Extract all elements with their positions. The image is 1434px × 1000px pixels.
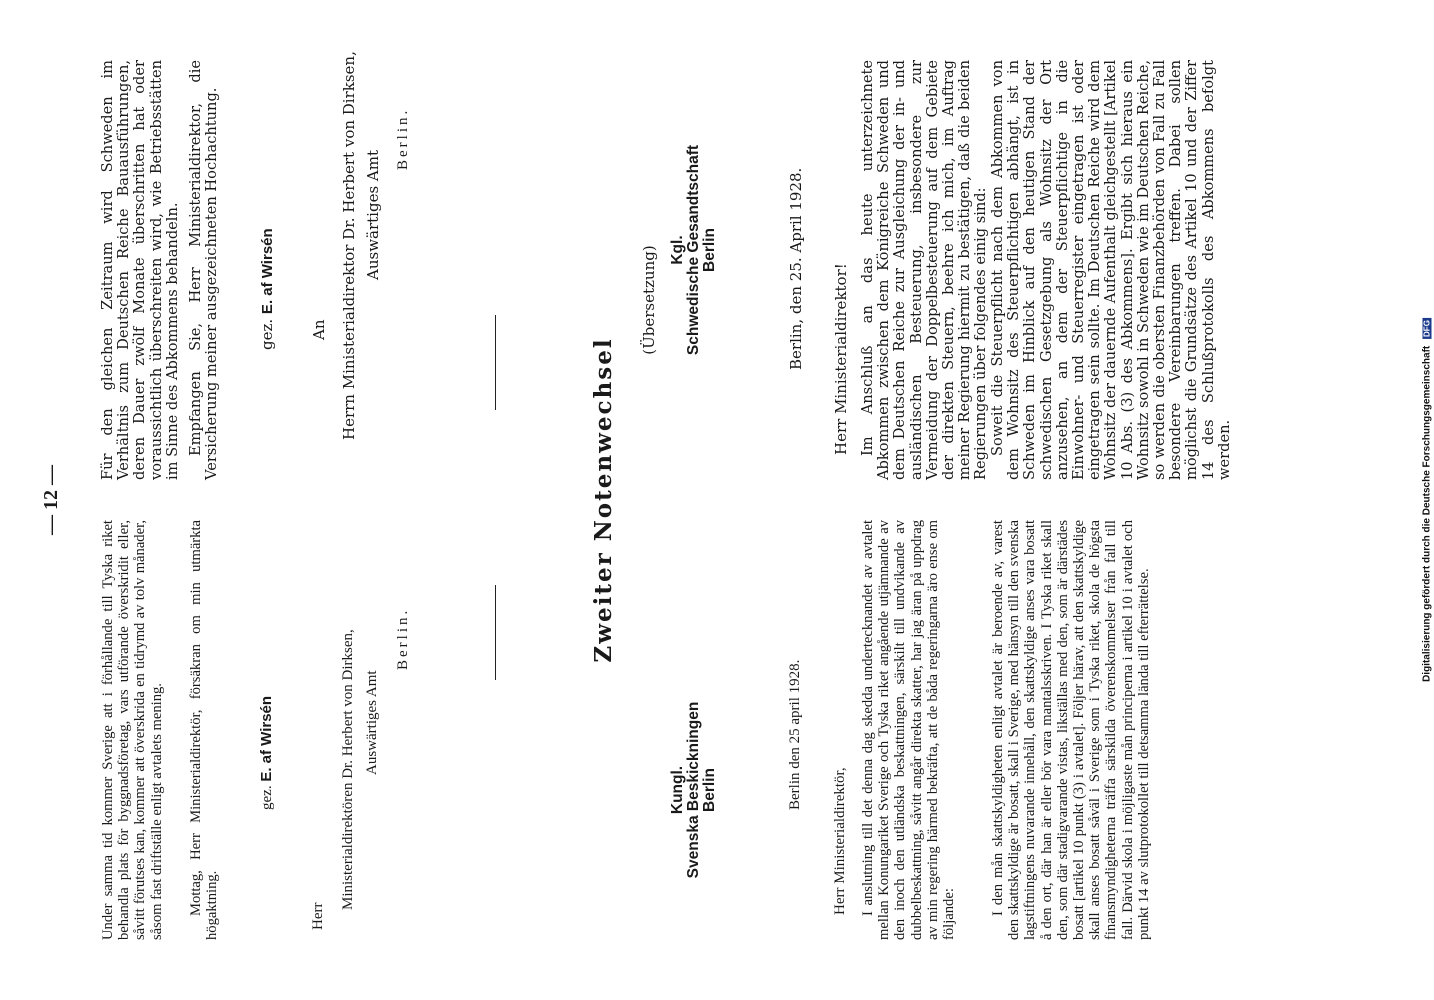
right-letter-paragraph-2: Soweit die Steuerpflicht nach dem Abkommen von dem Wohnsitz des Steuerpflichtigen abhängt, ist in Schweden im Hinblick auf den heutigen Stand der schwedischen Gesetzgebung als Wohnsitz der Ort anzusehen, an dem der Steuerpflichtige in die Einwohner- und Steuerregister eingetragen ist oder eingetragen sein sollte. Im Deutschen Reiche wird dem Wohnsitz der dauernde Aufenthalt gleichgestellt [Artikel 10 Abs. (3) des Abkommens]. Ergibt sich hieraus ein Wohnsitz sowohl in Schweden wie im Deutschen Reiche, so werden die obersten Finanzbehörden von Fall zu Fall besondere Vereinbarungen treffen. Dabei sollen möglichst die Grundsätze des Artikel 10 und der Ziffer 14 des Schlußprotokolls des Abkommens befolgt werden. — [989, 60, 1233, 480]
right-addressee-city: Berlin. — [395, 107, 411, 170]
left-addressee-city: Berlin. — [395, 607, 411, 670]
left-letter-date: Berlin den 25 april 1928. — [787, 659, 803, 810]
left-sender-line-2: Svenska Beskickningen — [685, 701, 702, 879]
right-letter-salutation: Herr Ministerialdirektor! — [832, 263, 850, 455]
digitization-credit — [1422, 318, 1433, 682]
left-letter-paragraph-2: I den mån skattskyldigheten enligt avtalet är beroende av, varest den skattskyldige är bosatt, skall i Sverige, med hänsyn till den svenska lagstiftningens nuvarande innehåll, den skattskyldige anses vara bosatt å den ort, där han är eller bör vara mantalsskriven. I Tyska riket skall den, som där stadigvarande vistas, likställas med den, som är därstädes bosatt [artikel 10 punkt (3) i avtalet]. Följer härav, att den skattskyldige skall anses bosatt såväl i Sverige som i Tyska riket, skola de högsta finansmyndigheterna träffa särskilda överenskommelser från fall till fall. Därvid skola i möjligaste mån principerna i artikel 10 i avtalet och punkt 14 av slutprotokollet till detsamma lända till efterrättelse. — [990, 520, 1152, 940]
dfg-logo: DFG — [1422, 320, 1432, 337]
left-signature-name: E. af Wirsén — [258, 695, 275, 782]
section-title: Zweiter Notenwechsel — [590, 337, 617, 663]
page-number: — 12 — — [40, 465, 62, 535]
right-addressee-salutation: An — [310, 319, 328, 340]
left-sender-line-1: Kungl. — [669, 765, 686, 815]
right-sender-line-3: Berlin — [701, 228, 718, 272]
right-signature-name: E. af Wirsén — [259, 228, 276, 315]
right-letter-paragraph-1: Im Anschluß an das heute unterzeichnete Abkommen zwischen dem Königreiche Schweden und dem Deutschen Reiche zur Ausgleichung der in- und ausländischen Besteuerung, insbesondere zur Vermeidung der Doppelbesteuerung auf dem Gebiete der direkten Steuern, beehre ich mich, im Auftrag meiner Regierung hiermit zu bestätigen, daß die beiden Regierungen über folgendes einig sind: — [859, 60, 990, 480]
right-letter-date: Berlin, den 25. April 1928. — [787, 167, 805, 370]
left-addressee-salutation: Herr — [310, 902, 326, 930]
left-closing-paragraph: Under samma tid kommer Sverige att i förhållande till Tyska riket behandla plats för byggnadsföretag, vars utförande överskridit eller, såvitt förutses kan, kommer att överskrida en tidrymd av tolv månader, såsom fast driftställe enligt avtalets mening. — [100, 520, 165, 940]
left-letter-salutation: Herr Ministerialdirektör, — [832, 767, 848, 915]
left-separator-rule — [495, 585, 496, 680]
left-letter-paragraph-1: I anslutning till det denna dag skedda undertecknandet av avtalet mellan Konungariket Sverige och Tyska riket angående utjämnande av den inoch den utländska beskattningen, särskilt till undvikande av dubbelbeskattning, såvitt angår direkta skatter, har jag äran på uppdrag av min regering härmed bekräfta, att de båda regeringarna äro ense om följande: — [860, 520, 958, 940]
left-signature-prefix: gez. — [259, 785, 275, 810]
right-addressee-office: Auswärtiges Amt — [364, 150, 382, 280]
left-sender-block — [670, 640, 718, 940]
right-closing-paragraph: Für den gleichen Zeitraum wird Schweden im Verhältnis zum Deutschen Reiche Bauausführungen, deren Dauer zwölf Monate überschritten hat oder voraussichtlich überschreiten wird, wie Betriebsstätten im Sinne des Abkommens behandeln. — [99, 60, 181, 480]
left-courtesy-paragraph: Mottag, Herr Ministerialdirektör, försäkran om min utmärkta högaktning. — [188, 520, 221, 940]
right-sender-block — [670, 100, 718, 400]
right-signature — [258, 228, 276, 350]
left-addressee-name: Ministerialdirektören Dr. Herbert von Dirksen, — [340, 629, 356, 910]
right-sender-line-1: Kgl. — [669, 235, 686, 265]
translation-note: (Übersetzung) — [640, 245, 658, 355]
right-signature-prefix: gez. — [258, 318, 276, 350]
right-sender-line-2: Schwedische Gesandtschaft — [685, 144, 702, 356]
digitization-credit-text: Digitalisierung gefördert durch die Deutsche Forschungsgemeinschaft — [1421, 345, 1433, 682]
right-courtesy-paragraph: Empfangen Sie, Herr Ministerialdirektor, die Versicherung meiner ausgezeichneten Hochachtung. — [187, 60, 221, 480]
left-sender-line-3: Berlin — [701, 768, 718, 812]
left-signature — [258, 696, 276, 810]
right-separator-rule — [495, 315, 496, 410]
left-addressee-office: Auswärtiges Amt — [364, 670, 380, 775]
right-addressee-name: Herrn Ministerialdirektor Dr. Herbert von Dirksen, — [340, 51, 358, 440]
